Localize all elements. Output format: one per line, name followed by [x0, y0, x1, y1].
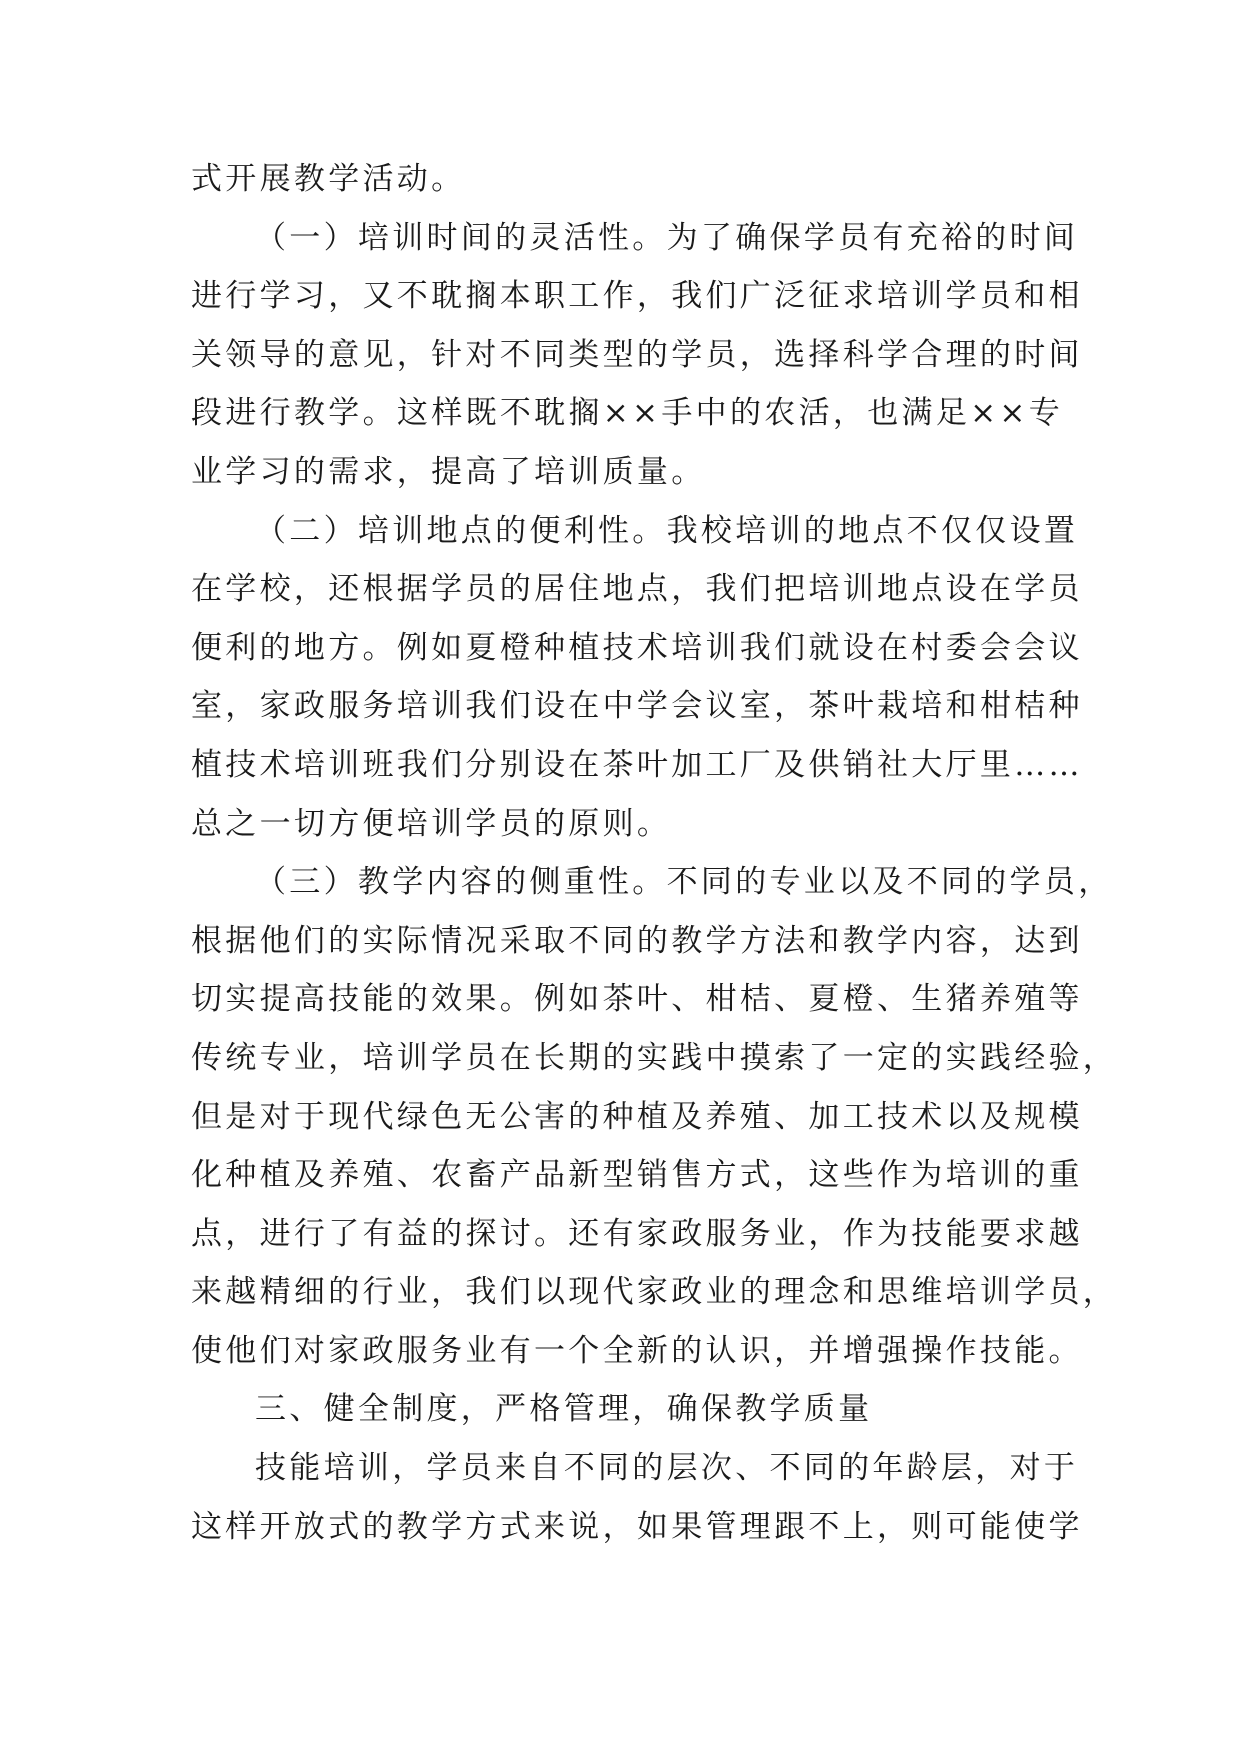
text-line: 技能培训，学员来自不同的层次、不同的年龄层，对于 [255, 1450, 1079, 1487]
text-line: 来越精细的行业，我们以现代家政业的理念和思维培训学员， [191, 1274, 1118, 1311]
text-line: 式开展教学活动。 [191, 161, 466, 197]
text-line: 段进行教学。这样既不耽搁××手中的农活，也满足××专 [191, 395, 1063, 432]
section-heading: 三、健全制度，严格管理，确保教学质量 [255, 1391, 873, 1428]
text-line: 根据他们的实际情况采取不同的教学方法和教学内容，达到 [191, 922, 1083, 959]
text-line: （二）培训地点的便利性。我校培训的地点不仅仅设置 [255, 512, 1079, 549]
text-line: 在学校，还根据学员的居住地点，我们把培训地点设在学员 [191, 571, 1083, 608]
text-line: 业学习的需求，提高了培训质量。 [191, 453, 706, 490]
text-line: （一）培训时间的灵活性。为了确保学员有充裕的时间 [255, 219, 1079, 256]
text-line: 总之一切方便培训学员的原则。 [191, 805, 672, 842]
document-body [191, 150, 1118, 1556]
text-line: 这样开放式的教学方式来说，如果管理跟不上，则可能使学 [191, 1508, 1083, 1545]
text-line: 植技术培训班我们分别设在茶叶加工厂及供销社大厅里…… [191, 746, 1083, 783]
text-line: 化种植及养殖、农畜产品新型销售方式，这些作为培训的重 [191, 1157, 1083, 1194]
text-line: 但是对于现代绿色无公害的种植及养殖、加工技术以及规模 [191, 1098, 1083, 1135]
text-line: 切实提高技能的效果。例如茶叶、柑桔、夏橙、生猪养殖等 [191, 981, 1083, 1018]
text-line: （三）教学内容的侧重性。不同的专业以及不同的学员， [255, 864, 1113, 901]
text-line: 使他们对家政服务业有一个全新的认识，并增强操作技能。 [191, 1332, 1083, 1369]
text-line: 室，家政服务培训我们设在中学会议室，茶叶栽培和柑桔种 [191, 688, 1083, 725]
text-line: 便利的地方。例如夏橙种植技术培训我们就设在村委会会议 [191, 629, 1083, 666]
text-line: 进行学习，又不耽搁本职工作，我们广泛征求培训学员和相 [191, 278, 1083, 315]
text-line: 传统专业，培训学员在长期的实践中摸索了一定的实践经验， [191, 1039, 1118, 1076]
text-line: 点，进行了有益的探讨。还有家政服务业，作为技能要求越 [191, 1215, 1083, 1252]
text-line: 关领导的意见，针对不同类型的学员，选择科学合理的时间 [191, 336, 1083, 373]
